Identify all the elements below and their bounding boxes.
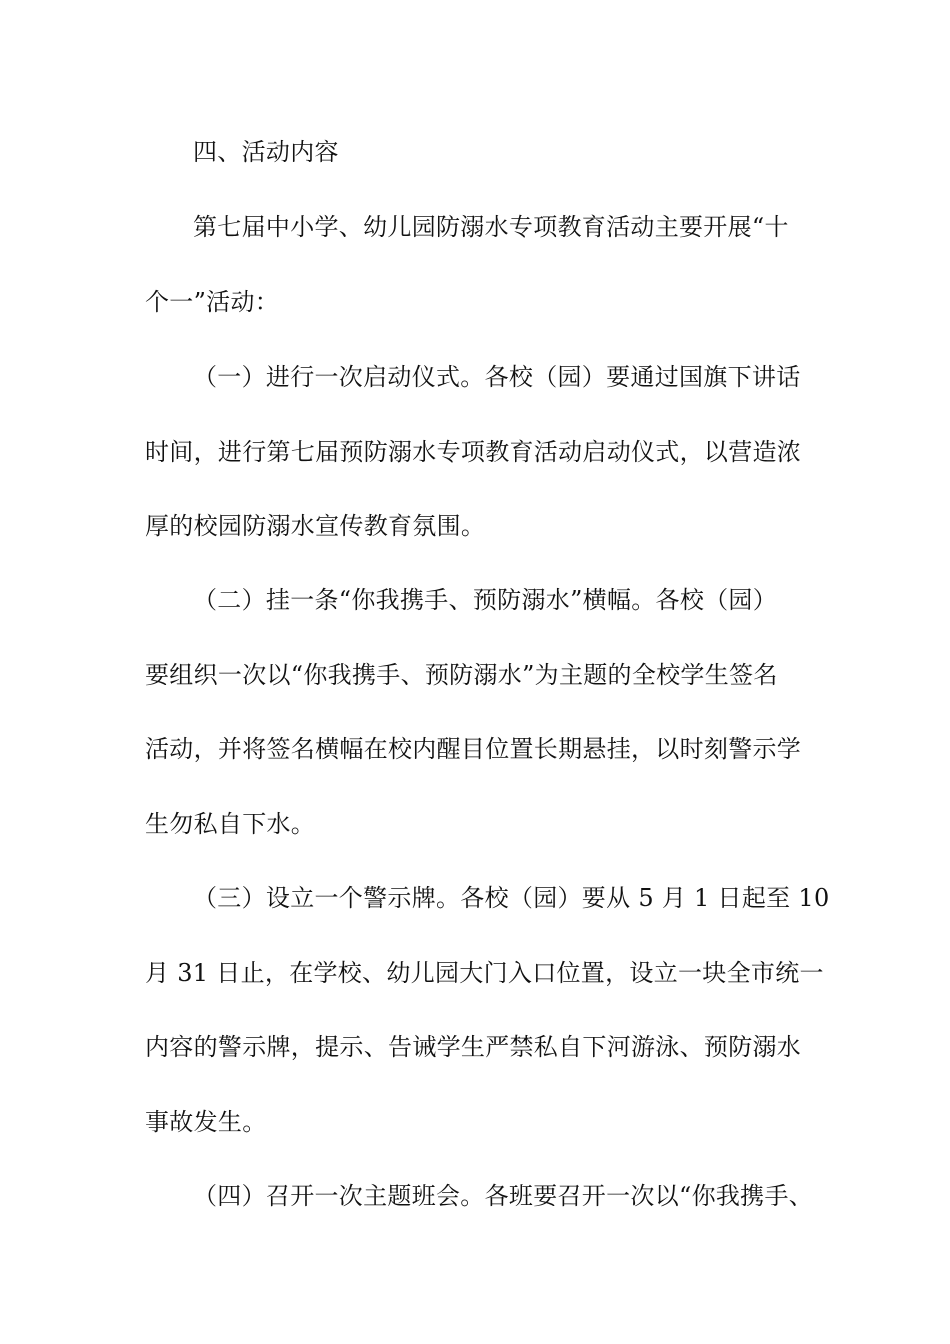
paragraph-line: 月 31 日止，在学校、幼儿园大门入口位置，设立一块全市统一 (145, 959, 824, 987)
paragraph-line: （三）设立一个警示牌。各校（园）要从 5 月 1 日起至 10 (193, 884, 830, 912)
paragraph-line: （二）挂一条“你我携手、预防溺水”横幅。各校（园） (193, 586, 778, 614)
section-heading: 四、活动内容 (193, 138, 339, 166)
paragraph-line: （四）召开一次主题班会。各班要召开一次以“你我携手、 (193, 1182, 814, 1210)
paragraph-line: 生勿私自下水。 (145, 810, 316, 838)
paragraph-line: 个一”活动： (145, 288, 280, 316)
paragraph-line: 要组织一次以“你我携手、预防溺水”为主题的全校学生签名 (145, 661, 778, 689)
paragraph-line: 内容的警示牌，提示、告诫学生严禁私自下河游泳、预防溺水 (145, 1033, 802, 1061)
paragraph-line: 活动，并将签名横幅在校内醒目位置长期悬挂，以时刻警示学 (145, 735, 802, 763)
paragraph-line: （一）进行一次启动仪式。各校（园）要通过国旗下讲话 (193, 363, 801, 391)
paragraph-line: 时间，进行第七届预防溺水专项教育活动启动仪式，以营造浓 (145, 438, 802, 466)
paragraph-line: 事故发生。 (145, 1108, 267, 1136)
paragraph-line: 厚的校园防溺水宣传教育氛围。 (145, 512, 486, 540)
paragraph-line: 第七届中小学、幼儿园防溺水专项教育活动主要开展“十 (193, 213, 789, 241)
